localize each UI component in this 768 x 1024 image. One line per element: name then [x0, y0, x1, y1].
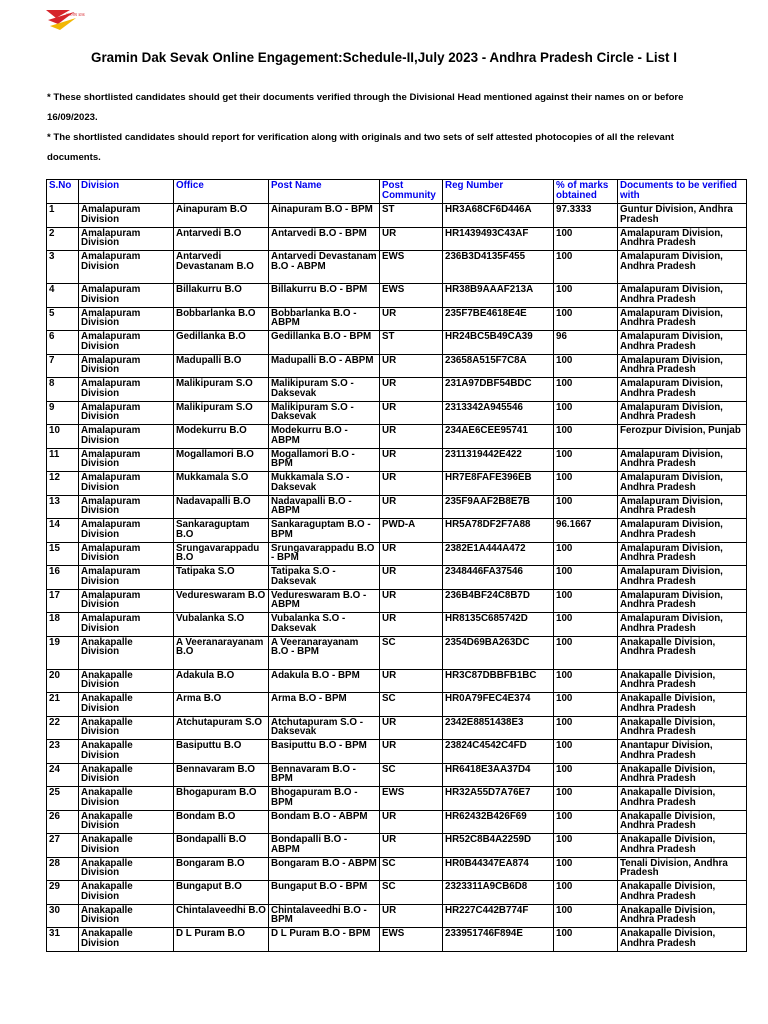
post-name-cell: Bobbarlanka B.O - ABPM: [269, 307, 380, 331]
reg-number-cell: HR0B44347EA874: [443, 857, 554, 881]
office-cell: Bennavaram B.O: [174, 763, 269, 787]
post-name-cell: Tatipaka S.O - Daksevak: [269, 566, 380, 590]
reg-number-cell: 236B4BF24C8B7D: [443, 589, 554, 613]
table-row: [47, 693, 747, 717]
header-sno: S.No: [47, 180, 79, 204]
post-name-cell: Malikipuram S.O - Daksevak: [269, 401, 380, 425]
office-cell: Malikipuram S.O: [174, 378, 269, 402]
header-post-name: Post Name: [269, 180, 380, 204]
table-row: [47, 834, 747, 858]
page-title: Gramin Dak Sevak Online Engagement:Schedule-II,July 2023 - Andhra Pradesh Circle - List I: [91, 50, 677, 65]
post-name-cell: Bondapalli B.O - ABPM: [269, 834, 380, 858]
office-cell: A Veeranarayanam B.O: [174, 636, 269, 669]
community-cell: UR: [380, 669, 443, 693]
verify-division-cell: Amalapuram Division, Andhra Pradesh: [618, 448, 747, 472]
sno-cell: 8: [47, 378, 79, 402]
post-name-cell: Bungaput B.O - BPM: [269, 881, 380, 905]
verify-division-cell: Anakapalle Division, Andhra Pradesh: [618, 881, 747, 905]
division-cell: Amalapuram Division: [79, 589, 174, 613]
post-name-cell: Ainapuram B.O - BPM: [269, 204, 380, 228]
header-office: Office: [174, 180, 269, 204]
marks-cell: 97.3333: [554, 204, 618, 228]
reg-number-cell: HR38B9AAAF213A: [443, 284, 554, 308]
marks-cell: 100: [554, 613, 618, 637]
table-row: [47, 354, 747, 378]
marks-cell: 100: [554, 589, 618, 613]
post-name-cell: Basiputtu B.O - BPM: [269, 740, 380, 764]
table-row: [47, 787, 747, 811]
table-row: [47, 307, 747, 331]
division-cell: Amalapuram Division: [79, 251, 174, 284]
verify-division-cell: Amalapuram Division, Andhra Pradesh: [618, 354, 747, 378]
division-cell: Amalapuram Division: [79, 495, 174, 519]
division-cell: Amalapuram Division: [79, 472, 174, 496]
table-row: [47, 589, 747, 613]
marks-cell: 100: [554, 693, 618, 717]
verify-division-cell: Anakapalle Division, Andhra Pradesh: [618, 763, 747, 787]
instructions: [47, 88, 727, 168]
marks-cell: 100: [554, 227, 618, 251]
sno-cell: 27: [47, 834, 79, 858]
marks-cell: 100: [554, 495, 618, 519]
division-cell: Anakapalle Division: [79, 928, 174, 952]
office-cell: Gedillanka B.O: [174, 331, 269, 355]
community-cell: SC: [380, 636, 443, 669]
verify-division-cell: Anakapalle Division, Andhra Pradesh: [618, 787, 747, 811]
marks-cell: 100: [554, 284, 618, 308]
table-row: [47, 636, 747, 669]
verify-division-cell: Anakapalle Division, Andhra Pradesh: [618, 669, 747, 693]
sno-cell: 28: [47, 857, 79, 881]
table-row: [47, 566, 747, 590]
verify-division-cell: Guntur Division, Andhra Pradesh: [618, 204, 747, 228]
post-name-cell: Mukkamala S.O - Daksevak: [269, 472, 380, 496]
community-cell: UR: [380, 472, 443, 496]
sno-cell: 17: [47, 589, 79, 613]
sno-cell: 20: [47, 669, 79, 693]
community-cell: EWS: [380, 284, 443, 308]
verify-division-cell: Amalapuram Division, Andhra Pradesh: [618, 495, 747, 519]
division-cell: Amalapuram Division: [79, 378, 174, 402]
header-division: Division: [79, 180, 174, 204]
table-row: [47, 857, 747, 881]
verify-division-cell: Amalapuram Division, Andhra Pradesh: [618, 227, 747, 251]
reg-number-cell: 233951746F894E: [443, 928, 554, 952]
marks-cell: 100: [554, 378, 618, 402]
division-cell: Anakapalle Division: [79, 740, 174, 764]
marks-cell: 100: [554, 881, 618, 905]
division-cell: Anakapalle Division: [79, 716, 174, 740]
verify-division-cell: Amalapuram Division, Andhra Pradesh: [618, 589, 747, 613]
community-cell: SC: [380, 693, 443, 717]
office-cell: Antarvedi B.O: [174, 227, 269, 251]
sno-cell: 30: [47, 904, 79, 928]
office-cell: Srungavarappadu B.O: [174, 542, 269, 566]
post-name-cell: Bhogapuram B.O - BPM: [269, 787, 380, 811]
post-name-cell: A Veeranarayanam B.O - BPM: [269, 636, 380, 669]
sno-cell: 31: [47, 928, 79, 952]
shortlist-table: [46, 179, 747, 952]
post-name-cell: Antarvedi B.O - BPM: [269, 227, 380, 251]
table-header-row: [47, 180, 747, 204]
division-cell: Anakapalle Division: [79, 857, 174, 881]
sno-cell: 12: [47, 472, 79, 496]
marks-cell: 100: [554, 307, 618, 331]
verify-division-cell: Amalapuram Division, Andhra Pradesh: [618, 613, 747, 637]
marks-cell: 100: [554, 425, 618, 449]
sno-cell: 16: [47, 566, 79, 590]
table-row: [47, 904, 747, 928]
sno-cell: 4: [47, 284, 79, 308]
post-name-cell: Srungavarappadu B.O - BPM: [269, 542, 380, 566]
office-cell: Adakula B.O: [174, 669, 269, 693]
verify-division-cell: Anakapalle Division, Andhra Pradesh: [618, 834, 747, 858]
community-cell: UR: [380, 401, 443, 425]
table-row: [47, 716, 747, 740]
division-cell: Anakapalle Division: [79, 787, 174, 811]
community-cell: SC: [380, 881, 443, 905]
post-name-cell: Bongaram B.O - ABPM: [269, 857, 380, 881]
reg-number-cell: 235F9AAF2B8E7B: [443, 495, 554, 519]
reg-number-cell: HR52C8B4A2259D: [443, 834, 554, 858]
reg-number-cell: HR3A68CF6D446A: [443, 204, 554, 228]
header-marks: % of marks obtained: [554, 180, 618, 204]
reg-number-cell: 2354D69BA263DC: [443, 636, 554, 669]
office-cell: Ainapuram B.O: [174, 204, 269, 228]
verify-division-cell: Amalapuram Division, Andhra Pradesh: [618, 542, 747, 566]
community-cell: UR: [380, 834, 443, 858]
verify-division-cell: Anantapur Division, Andhra Pradesh: [618, 740, 747, 764]
office-cell: Sankaraguptam B.O: [174, 519, 269, 543]
community-cell: UR: [380, 227, 443, 251]
community-cell: UR: [380, 904, 443, 928]
post-name-cell: Billakurru B.O - BPM: [269, 284, 380, 308]
division-cell: Amalapuram Division: [79, 542, 174, 566]
verify-division-cell: Anakapalle Division, Andhra Pradesh: [618, 928, 747, 952]
verify-division-cell: Anakapalle Division, Andhra Pradesh: [618, 904, 747, 928]
table-row: [47, 669, 747, 693]
reg-number-cell: 2311319442E422: [443, 448, 554, 472]
reg-number-cell: 231A97DBF54BDC: [443, 378, 554, 402]
reg-number-cell: 2323311A9CB6D8: [443, 881, 554, 905]
reg-number-cell: HR62432B426F69: [443, 810, 554, 834]
office-cell: Bongaram B.O: [174, 857, 269, 881]
office-cell: Antarvedi Devastanam B.O: [174, 251, 269, 284]
post-name-cell: D L Puram B.O - BPM: [269, 928, 380, 952]
division-cell: Amalapuram Division: [79, 566, 174, 590]
post-name-cell: Modekurru B.O - ABPM: [269, 425, 380, 449]
office-cell: Vedureswaram B.O: [174, 589, 269, 613]
community-cell: PWD-A: [380, 519, 443, 543]
community-cell: UR: [380, 354, 443, 378]
office-cell: Bondapalli B.O: [174, 834, 269, 858]
sno-cell: 1: [47, 204, 79, 228]
community-cell: UR: [380, 425, 443, 449]
marks-cell: 100: [554, 787, 618, 811]
office-cell: Atchutapuram S.O: [174, 716, 269, 740]
reg-number-cell: HR6418E3AA37D4: [443, 763, 554, 787]
marks-cell: 100: [554, 740, 618, 764]
reg-number-cell: HR24BC5B49CA39: [443, 331, 554, 355]
sno-cell: 19: [47, 636, 79, 669]
reg-number-cell: HR0A79FEC4E374: [443, 693, 554, 717]
table-row: [47, 204, 747, 228]
sno-cell: 25: [47, 787, 79, 811]
sno-cell: 14: [47, 519, 79, 543]
post-name-cell: Malikipuram S.O - Daksevak: [269, 378, 380, 402]
sno-cell: 13: [47, 495, 79, 519]
post-name-cell: Vedureswaram B.O - ABPM: [269, 589, 380, 613]
verify-division-cell: Amalapuram Division, Andhra Pradesh: [618, 284, 747, 308]
division-cell: Amalapuram Division: [79, 613, 174, 637]
community-cell: EWS: [380, 251, 443, 284]
marks-cell: 100: [554, 810, 618, 834]
office-cell: Nadavapalli B.O: [174, 495, 269, 519]
header-post-community: Post Community: [380, 180, 443, 204]
office-cell: Bobbarlanka B.O: [174, 307, 269, 331]
marks-cell: 100: [554, 763, 618, 787]
marks-cell: 100: [554, 928, 618, 952]
marks-cell: 100: [554, 472, 618, 496]
community-cell: UR: [380, 307, 443, 331]
community-cell: UR: [380, 495, 443, 519]
division-cell: Amalapuram Division: [79, 354, 174, 378]
verify-division-cell: Amalapuram Division, Andhra Pradesh: [618, 519, 747, 543]
table-row: [47, 810, 747, 834]
post-name-cell: Bondam B.O - ABPM: [269, 810, 380, 834]
sno-cell: 18: [47, 613, 79, 637]
division-cell: Anakapalle Division: [79, 881, 174, 905]
office-cell: Mogallamori B.O: [174, 448, 269, 472]
division-cell: Amalapuram Division: [79, 331, 174, 355]
reg-number-cell: 23824C4542C4FD: [443, 740, 554, 764]
marks-cell: 100: [554, 542, 618, 566]
division-cell: Amalapuram Division: [79, 519, 174, 543]
marks-cell: 100: [554, 354, 618, 378]
community-cell: EWS: [380, 787, 443, 811]
table-row: [47, 448, 747, 472]
marks-cell: 100: [554, 401, 618, 425]
office-cell: Arma B.O: [174, 693, 269, 717]
header-documents-verified-with: Documents to be verified with: [618, 180, 747, 204]
verify-division-cell: Anakapalle Division, Andhra Pradesh: [618, 636, 747, 669]
table-row: [47, 519, 747, 543]
community-cell: ST: [380, 331, 443, 355]
table-row: [47, 495, 747, 519]
verify-division-cell: Amalapuram Division, Andhra Pradesh: [618, 307, 747, 331]
reg-number-cell: 235F7BE4618E4E: [443, 307, 554, 331]
post-name-cell: Chintalaveedhi B.O - BPM: [269, 904, 380, 928]
verify-division-cell: Tenali Division, Andhra Pradesh: [618, 857, 747, 881]
marks-cell: 100: [554, 566, 618, 590]
marks-cell: 100: [554, 716, 618, 740]
table-row: [47, 331, 747, 355]
table-row: [47, 284, 747, 308]
instruction-note-1: * These shortlisted candidates should get their documents verified through the Divisional Head mentioned against their names on or before 16/09/2023.: [47, 92, 684, 123]
office-cell: Bhogapuram B.O: [174, 787, 269, 811]
india-post-logo-icon: [44, 8, 85, 38]
verify-division-cell: Anakapalle Division, Andhra Pradesh: [618, 693, 747, 717]
community-cell: UR: [380, 589, 443, 613]
post-name-cell: Adakula B.O - BPM: [269, 669, 380, 693]
office-cell: Bondam B.O: [174, 810, 269, 834]
reg-number-cell: HR5A78DF2F7A88: [443, 519, 554, 543]
office-cell: Basiputtu B.O: [174, 740, 269, 764]
sno-cell: 6: [47, 331, 79, 355]
marks-cell: 96: [554, 331, 618, 355]
marks-cell: 100: [554, 834, 618, 858]
division-cell: Amalapuram Division: [79, 401, 174, 425]
post-name-cell: Arma B.O - BPM: [269, 693, 380, 717]
verify-division-cell: Amalapuram Division, Andhra Pradesh: [618, 472, 747, 496]
community-cell: SC: [380, 857, 443, 881]
community-cell: SC: [380, 763, 443, 787]
community-cell: UR: [380, 448, 443, 472]
reg-number-cell: 234AE6CEE95741: [443, 425, 554, 449]
verify-division-cell: Amalapuram Division, Andhra Pradesh: [618, 566, 747, 590]
sno-cell: 24: [47, 763, 79, 787]
community-cell: UR: [380, 810, 443, 834]
community-cell: UR: [380, 378, 443, 402]
reg-number-cell: HR3C87DBBFB1BC: [443, 669, 554, 693]
table-row: [47, 251, 747, 284]
community-cell: UR: [380, 716, 443, 740]
community-cell: ST: [380, 204, 443, 228]
sno-cell: 5: [47, 307, 79, 331]
community-cell: UR: [380, 740, 443, 764]
verify-division-cell: Amalapuram Division, Andhra Pradesh: [618, 251, 747, 284]
post-name-cell: Vubalanka S.O - Daksevak: [269, 613, 380, 637]
marks-cell: 96.1667: [554, 519, 618, 543]
sno-cell: 29: [47, 881, 79, 905]
office-cell: Modekurru B.O: [174, 425, 269, 449]
table-row: [47, 763, 747, 787]
division-cell: Anakapalle Division: [79, 904, 174, 928]
community-cell: EWS: [380, 928, 443, 952]
post-name-cell: Atchutapuram S.O - Daksevak: [269, 716, 380, 740]
community-cell: UR: [380, 613, 443, 637]
office-cell: Mukkamala S.O: [174, 472, 269, 496]
table-row: [47, 227, 747, 251]
division-cell: Anakapalle Division: [79, 636, 174, 669]
sno-cell: 23: [47, 740, 79, 764]
division-cell: Amalapuram Division: [79, 204, 174, 228]
table-row: [47, 928, 747, 952]
community-cell: UR: [380, 542, 443, 566]
header-reg-number: Reg Number: [443, 180, 554, 204]
verify-division-cell: Anakapalle Division, Andhra Pradesh: [618, 716, 747, 740]
reg-number-cell: 23658A515F7C8A: [443, 354, 554, 378]
table-row: [47, 542, 747, 566]
verify-division-cell: Amalapuram Division, Andhra Pradesh: [618, 378, 747, 402]
reg-number-cell: HR7E8FAFE396EB: [443, 472, 554, 496]
post-name-cell: Gedillanka B.O - BPM: [269, 331, 380, 355]
sno-cell: 26: [47, 810, 79, 834]
division-cell: Anakapalle Division: [79, 810, 174, 834]
marks-cell: 100: [554, 904, 618, 928]
post-name-cell: Antarvedi Devastanam B.O - ABPM: [269, 251, 380, 284]
reg-number-cell: 2348446FA37546: [443, 566, 554, 590]
division-cell: Amalapuram Division: [79, 307, 174, 331]
office-cell: D L Puram B.O: [174, 928, 269, 952]
sno-cell: 10: [47, 425, 79, 449]
marks-cell: 100: [554, 251, 618, 284]
division-cell: Amalapuram Division: [79, 284, 174, 308]
table-row: [47, 401, 747, 425]
instruction-note-2: * The shortlisted candidates should report for verification along with originals and two sets of self attested photocopies of all the relevant documents.: [47, 132, 674, 163]
post-name-cell: Sankaraguptam B.O - BPM: [269, 519, 380, 543]
verify-division-cell: Ferozpur Division, Punjab: [618, 425, 747, 449]
reg-number-cell: 2382E1A444A472: [443, 542, 554, 566]
table-row: [47, 613, 747, 637]
office-cell: Bungaput B.O: [174, 881, 269, 905]
reg-number-cell: 2313342A945546: [443, 401, 554, 425]
office-cell: Chintalaveedhi B.O: [174, 904, 269, 928]
division-cell: Anakapalle Division: [79, 693, 174, 717]
reg-number-cell: 236B3D4135F455: [443, 251, 554, 284]
marks-cell: 100: [554, 857, 618, 881]
post-name-cell: Mogallamori B.O - BPM: [269, 448, 380, 472]
sno-cell: 21: [47, 693, 79, 717]
verify-division-cell: Amalapuram Division, Andhra Pradesh: [618, 331, 747, 355]
reg-number-cell: HR227C442B774F: [443, 904, 554, 928]
sno-cell: 22: [47, 716, 79, 740]
office-cell: Vubalanka S.O: [174, 613, 269, 637]
table-row: [47, 740, 747, 764]
reg-number-cell: HR8135C685742D: [443, 613, 554, 637]
post-name-cell: Bennavaram B.O - BPM: [269, 763, 380, 787]
reg-number-cell: HR32A55D7A76E7: [443, 787, 554, 811]
table-row: [47, 881, 747, 905]
sno-cell: 3: [47, 251, 79, 284]
marks-cell: 100: [554, 669, 618, 693]
community-cell: UR: [380, 566, 443, 590]
sno-cell: 15: [47, 542, 79, 566]
table-row: [47, 472, 747, 496]
division-cell: Amalapuram Division: [79, 448, 174, 472]
sno-cell: 11: [47, 448, 79, 472]
table-row: [47, 378, 747, 402]
office-cell: Tatipaka S.O: [174, 566, 269, 590]
reg-number-cell: HR1439493C43AF: [443, 227, 554, 251]
verify-division-cell: Anakapalle Division, Andhra Pradesh: [618, 810, 747, 834]
division-cell: Amalapuram Division: [79, 227, 174, 251]
logo-text: भारतीय डाक: [66, 12, 85, 17]
office-cell: Malikipuram S.O: [174, 401, 269, 425]
office-cell: Billakurru B.O: [174, 284, 269, 308]
division-cell: Anakapalle Division: [79, 763, 174, 787]
sno-cell: 9: [47, 401, 79, 425]
sno-cell: 2: [47, 227, 79, 251]
marks-cell: 100: [554, 636, 618, 669]
post-name-cell: Madupalli B.O - ABPM: [269, 354, 380, 378]
marks-cell: 100: [554, 448, 618, 472]
table-row: [47, 425, 747, 449]
division-cell: Amalapuram Division: [79, 425, 174, 449]
verify-division-cell: Amalapuram Division, Andhra Pradesh: [618, 401, 747, 425]
sno-cell: 7: [47, 354, 79, 378]
division-cell: Anakapalle Division: [79, 669, 174, 693]
division-cell: Anakapalle Division: [79, 834, 174, 858]
reg-number-cell: 2342E8851438E3: [443, 716, 554, 740]
post-name-cell: Nadavapalli B.O - ABPM: [269, 495, 380, 519]
office-cell: Madupalli B.O: [174, 354, 269, 378]
